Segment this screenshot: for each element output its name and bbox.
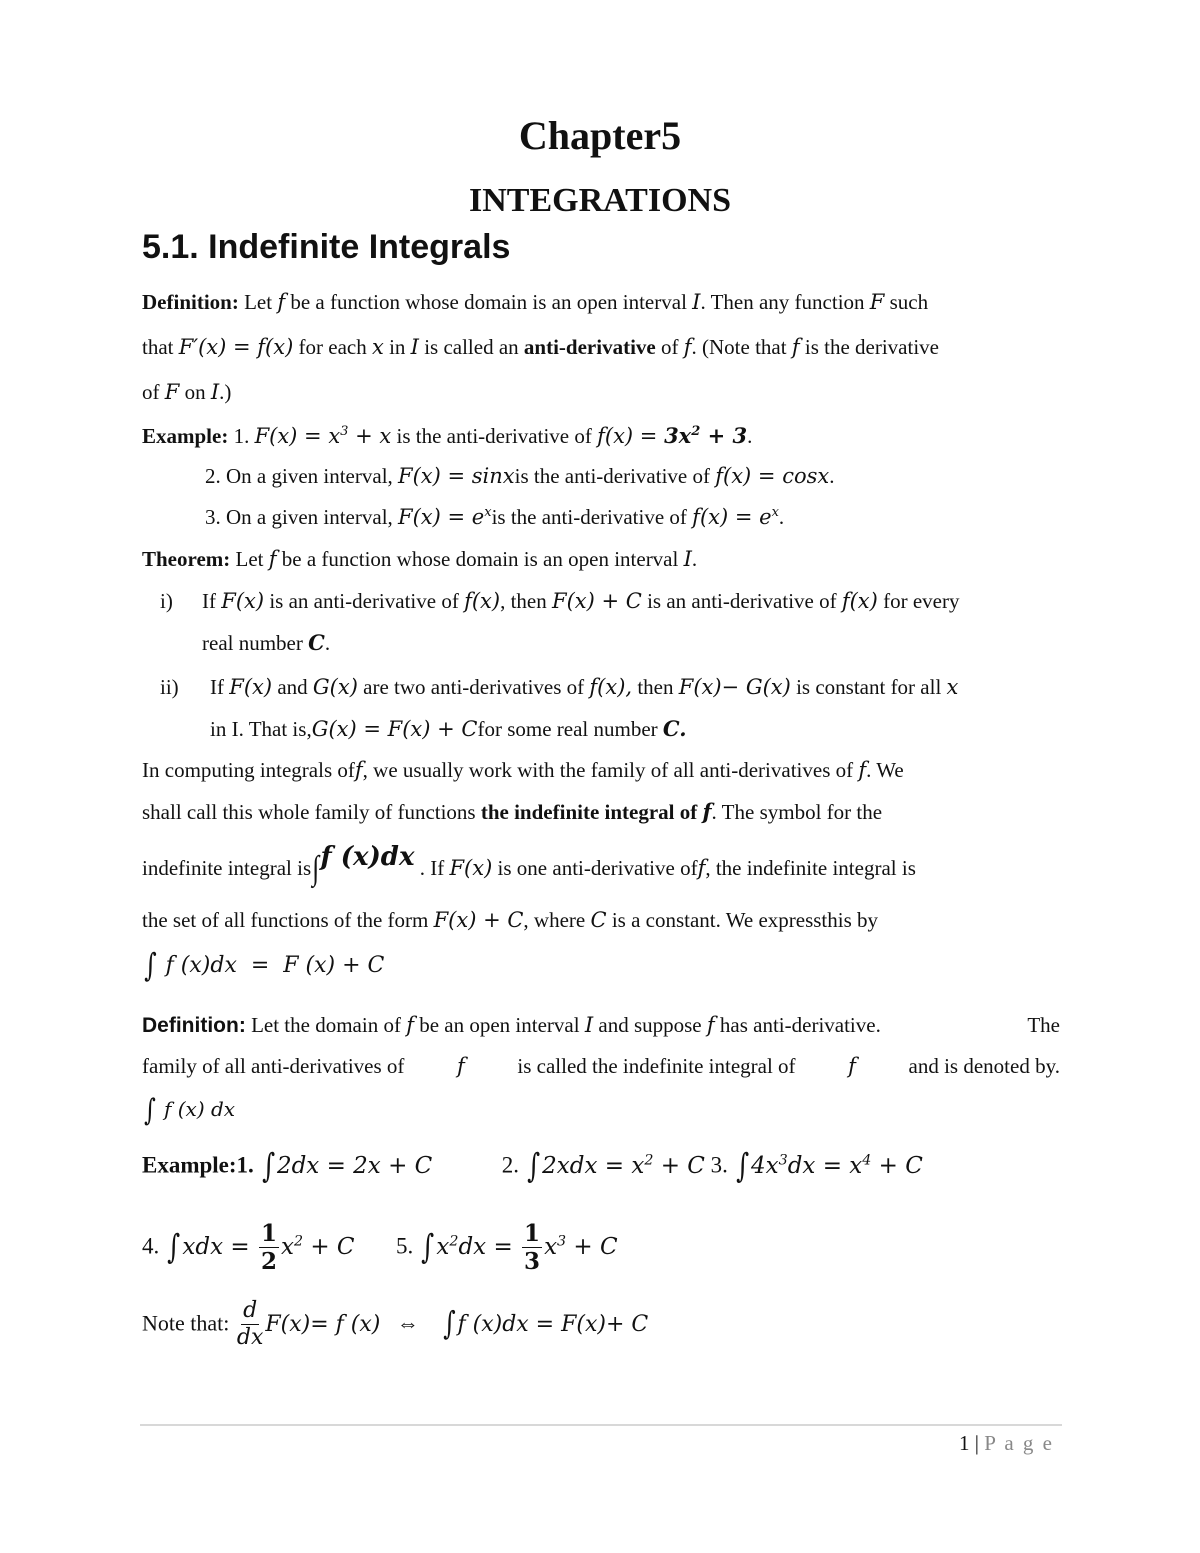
- example-2-row-2: 4. ∫xdx = $\frac{1}{2}$ $x^2 + C$ 5. $\int x^2dx$ = $\frac{1}{3}$ $x^3 + C$: [142, 1220, 618, 1275]
- theorem-label: Theorem:: [142, 547, 231, 571]
- section-heading: 5.1. Indefinite Integrals: [142, 228, 511, 266]
- definition-1-line-3: of F on I.): [142, 380, 232, 404]
- theorem-statement: Theorem: Let f be a function whose domain is an open interval I.: [142, 547, 698, 571]
- definition-1-line-1: Definition: Let f be a function whose domain is an open interval I. Then any function F such: [142, 290, 929, 314]
- definition-2-notation: ∫ f (x) dx: [143, 1092, 236, 1128]
- theorem-part-i-label: i): [160, 589, 173, 613]
- chapter-title: Chapter5: [518, 113, 682, 158]
- theorem-part-ii-line-2: in I. That is,G(x) = F(x) + Cfor some real number C.: [210, 716, 687, 741]
- footer-divider: [140, 1424, 1062, 1426]
- definition-2-label: Definition:: [142, 1014, 246, 1037]
- theorem-part-i-line-2: real number C.: [202, 630, 331, 655]
- example-1-item-3: 3. On a given interval, $F(x) = e^xis$ the anti-derivative of $f(x) = e^x$.: [205, 505, 785, 529]
- theorem-part-ii-line-1: If F(x) and G(x) are two anti-derivatives of f(x), then F(x)− G(x) is constant for all x: [210, 675, 959, 699]
- integral-symbol: ∫: [312, 850, 320, 888]
- definition-1-line-2: that F′(x) = f(x) for each x in I is called an anti-derivative of f. (Note that f is the derivative: [142, 335, 939, 359]
- definition-1-label: Definition:: [142, 290, 239, 314]
- indefinite-integral-formula: ∫ f (x)dx = F (x) + C: [144, 946, 385, 984]
- example-1-item-2: 2. On a given interval, F(x) = sinxis the anti-derivative of f(x) = cosx.: [205, 464, 835, 488]
- chapter-subtitle: INTEGRATIONS: [469, 182, 731, 219]
- example-1-label: Example:: [142, 424, 229, 448]
- note-line: Note that: $\frac{d}{dx}$ F(x)= f (x) ⇔ ∫f (x)dx = F(x)+ C: [142, 1298, 649, 1350]
- example-1-item-1: Example: 1. $F(x) = x^3 + x$ is the anti-derivative of $f(x) = 3x^2 + 3$.: [142, 423, 753, 448]
- page-word: P a g e: [984, 1431, 1054, 1455]
- example-2-label: Example:1.: [142, 1152, 254, 1178]
- page-footer: [959, 1431, 1054, 1456]
- theorem-part-i-line-1: If F(x) is an anti-derivative of f(x), then F(x) + C is an anti-derivative of f(x) for every: [202, 589, 960, 613]
- iff-symbol: ⇔: [396, 1310, 419, 1336]
- theorem-part-ii-label: ii): [160, 675, 179, 699]
- definition-2-line-1: Definition: Let the domain of f be an open interval I and suppose f has anti-derivative. The: [142, 1013, 1060, 1037]
- footer-separator: |: [974, 1431, 979, 1455]
- example-2-row-1: Example:1. ∫2dx = 2x + C 2. $\int 2xdx = x^2 + C$ 3. $\int 4x^3dx = x^4 + C$: [142, 1145, 923, 1185]
- anti-derivative-term: anti-derivative: [523, 335, 656, 359]
- paragraph-line-2: shall call this whole family of functions the indefinite integral of f. The symbol for the: [142, 799, 883, 824]
- page-number: 1: [958, 1431, 970, 1455]
- definition-2-line-2: family of all anti-derivatives of f is called the indefinite integral of f and is denoted by.: [142, 1054, 1060, 1078]
- paragraph-line-1: In computing integrals off, we usually work with the family of all anti-derivatives of f. We: [142, 758, 904, 782]
- paragraph-line-3: indefinite integral is∫f (x)dx . If F(x) is one anti-derivative off, the indefinite integral is: [142, 842, 916, 888]
- paragraph-line-4: the set of all functions of the form F(x) + C, where C is a constant. We expressthis by: [142, 908, 879, 932]
